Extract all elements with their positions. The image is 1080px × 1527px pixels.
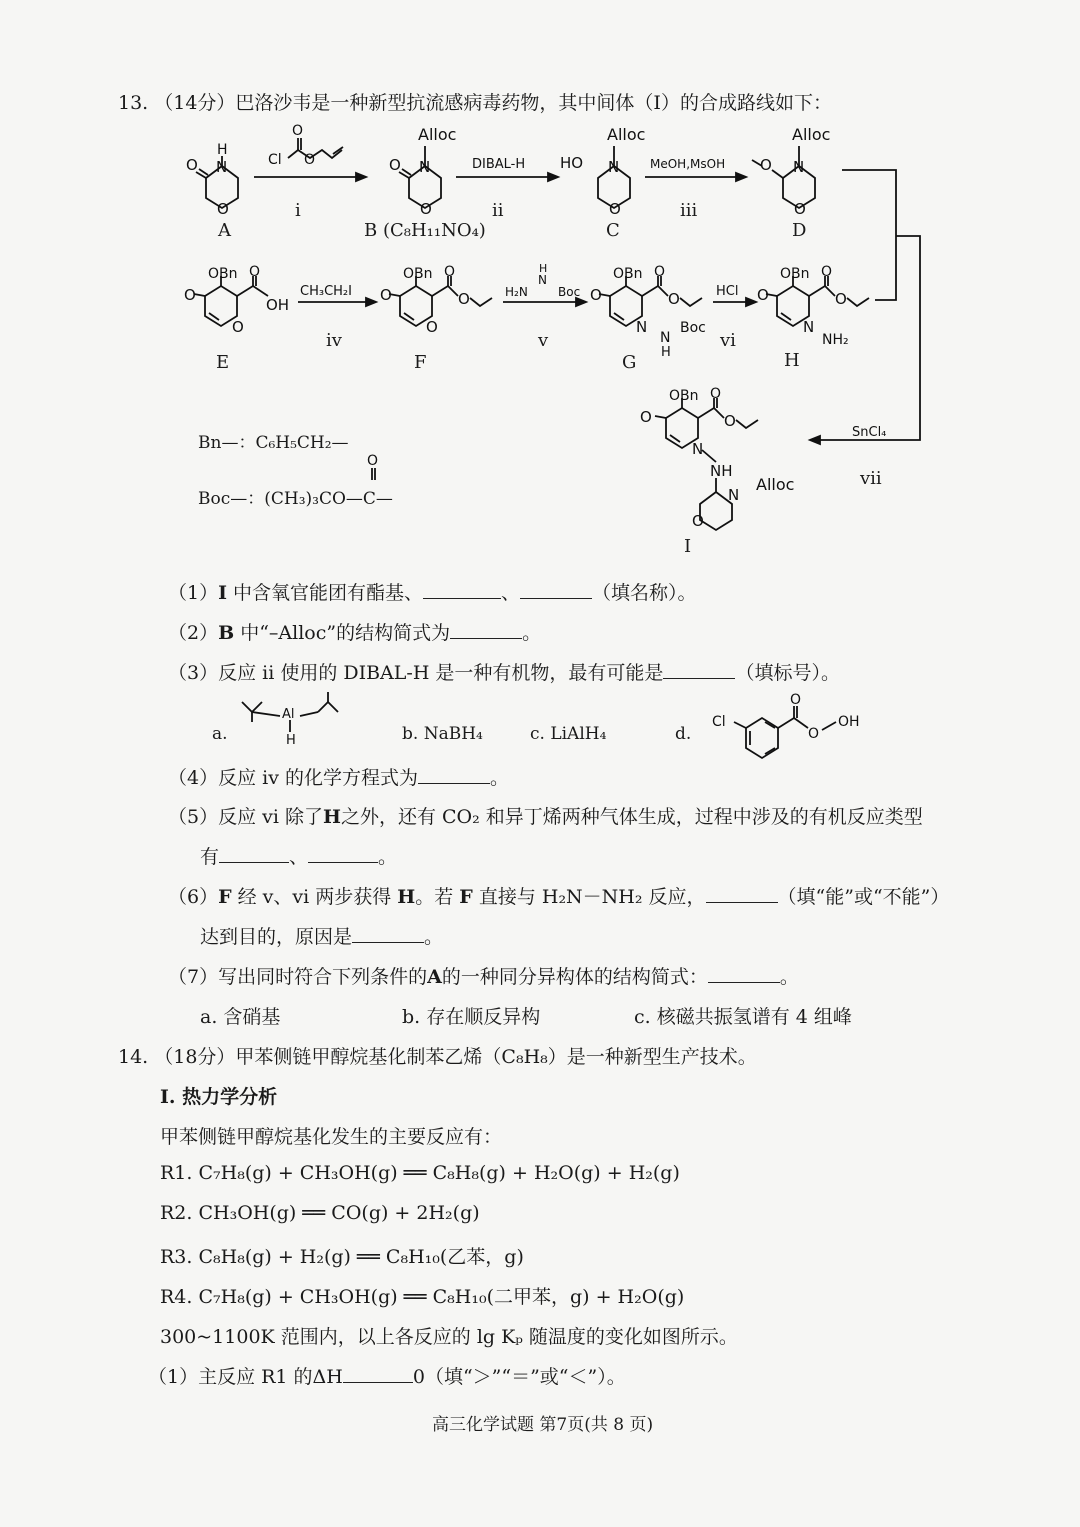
reagent-i-structure [268,123,343,168]
A-oxo: O [186,156,198,174]
H-O: O [821,264,833,280]
reagent-v-N: N [538,273,547,287]
reagent-ii: DIBAL-H [472,157,526,172]
reagent-i-O1: O [292,123,304,139]
G-O: O [654,264,666,280]
I-O: O [710,386,722,402]
option-c: c. LiAlH₄ [530,724,607,744]
reagent-v-H2N: H₂N [505,285,528,299]
I-oxo: O [640,408,652,426]
D-N: N [793,158,805,176]
option-d-OH: OH [838,714,860,730]
q13-part4: （4）反应 iv 的化学方程式为 。 [168,767,509,789]
E-ringO: O [232,318,244,336]
option-a-Al: Al [282,707,295,722]
C-N: N [608,158,620,176]
answer-blank[interactable] [352,924,424,943]
G-oxo: O [590,286,602,304]
C-HO: HO [560,154,584,172]
compound-C-structure [560,125,645,218]
I-estO: O [724,412,736,430]
G-estO: O [668,290,680,308]
compound-G-structure [590,264,706,360]
reagent-i-Cl: Cl [268,152,282,168]
note-boc: Boc—：(CH₃)₃CO—C— [198,489,393,509]
condition-c: c. 核磁共振氢谱有 4 组峰 [634,1006,852,1028]
label-C: C [606,220,620,241]
answer-blank[interactable] [219,844,289,863]
H-N: N [803,318,815,336]
G-boc: Boc [680,320,706,336]
F-O: O [444,264,456,280]
step-v: v [538,330,549,351]
label-E: E [216,352,230,373]
label-B: B (C₈H₁₁NO₄) [364,220,486,241]
H-oxo: O [757,286,769,304]
label-D: D [792,220,807,241]
E-OH: OH [266,296,290,314]
reaction-R4: R4. C₇H₈(g) + CH₃OH(g) ══ C₈H₁₀(二甲苯，g) + H₂O(g) [160,1286,685,1308]
answer-blank[interactable] [418,765,490,784]
compound-H-structure [757,264,869,348]
answer-blank[interactable] [308,844,378,863]
reagent-vii: SnCl₄ [852,425,887,440]
F-ringO: O [426,318,438,336]
reagent-v-H: H [539,262,548,275]
E-obn: OBn [208,266,238,282]
reagent-i-O2: O [304,152,316,168]
step-iii: iii [680,200,698,221]
F-estO: O [458,290,470,308]
compound-E-structure [184,264,289,336]
A-N: N [216,158,228,176]
G-obn: OBn [613,266,643,282]
option-d-O2: O [808,726,820,742]
reagent-vi: HCl [716,284,739,299]
q13-part6-cont: 达到目的，原因是 。 [200,926,444,948]
I-obn: OBn [669,388,699,404]
H-obn: OBn [780,266,810,282]
B-oxo: O [389,156,401,174]
q14-intro: 甲苯侧链甲醇烷基化发生的主要反应有： [160,1126,503,1148]
reagent-v-boc: Boc [558,285,581,299]
bracket-D [842,170,896,300]
q14-range-text: 300~1100K 范围内，以上各反应的 lg Kₚ 随温度的变化如图所示。 [160,1326,738,1348]
G-N2: N [660,330,671,346]
reagent-v-structure [505,262,580,299]
option-d-label: d. [675,724,692,744]
option-d-O1: O [790,692,802,708]
C-alloc: Alloc [607,125,646,144]
q14-header: 14. （18分）甲苯侧链甲醇烷基化制苯乙烯（C₈H₈）是一种新型生产技术。 [118,1046,757,1068]
G-H: H [661,345,671,360]
G-N1: N [636,318,648,336]
step-iv: iv [326,330,342,351]
D-alloc: Alloc [792,125,831,144]
q13-part3: （3）反应 ii 使用的 DIBAL-H 是一种有机物，最有可能是 （填标号）。 [168,662,840,684]
F-obn: OBn [403,266,433,282]
reagent-iii: MeOH,MsOH [650,157,726,171]
reaction-R1: R1. C₇H₈(g) + CH₃OH(g) ══ C₈H₈(g) + H₂O(g) + H₂(g) [160,1162,680,1184]
I-alloc: Alloc [756,475,795,494]
q13-part2: （2）B 中“–Alloc”的结构简式为 。 [168,622,542,644]
step-i: i [295,200,301,221]
I-N2: N [728,486,740,504]
option-b: b. NaBH₄ [402,724,483,744]
q14-part1: （1）主反应 R1 的ΔH 0（填“＞”“＝”或“＜”）。 [148,1366,626,1388]
boc-carbonyl-O: O [367,453,379,469]
H-estO: O [835,290,847,308]
E-oxo: O [184,286,196,304]
condition-a: a. 含硝基 [200,1006,281,1028]
answer-blank[interactable] [663,660,735,679]
step-ii: ii [492,200,504,221]
compound-I-structure [640,386,794,530]
q13-part5-cont: 有 、 。 [200,846,398,868]
reagent-iv: CH₃CH₂I [300,284,352,299]
I-ringO: O [692,512,704,530]
compound-B-structure [389,125,456,218]
q14-section-title: I. 热力学分析 [160,1086,278,1108]
answer-blank[interactable] [450,620,522,639]
answer-blank[interactable] [423,580,501,599]
reaction-R3: R3. C₈H₈(g) + H₂(g) ══ C₈H₁₀(乙苯，g) [160,1246,524,1268]
compound-F-structure [380,264,492,336]
B-alloc: Alloc [418,125,457,144]
reaction-R2: R2. CH₃OH(g) ══ CO(g) + 2H₂(g) [160,1202,480,1224]
option-a-H: H [286,733,296,748]
option-d-structure [712,692,860,758]
answer-blank[interactable] [708,964,780,983]
B-N: N [419,158,431,176]
q13-part7: （7）写出同时符合下列条件的A的一种同分异构体的结构简式： 。 [168,966,799,988]
label-A: A [218,220,231,241]
step-vii: vii [860,468,882,489]
answer-blank[interactable] [343,1364,413,1383]
compound-A-structure [186,142,238,218]
C-O: O [609,200,621,218]
D-OMe: O [760,156,772,174]
page-footer: 高三化学试题 第7页(共 8 页) [432,1415,654,1435]
A-H: H [217,142,228,158]
compound-D-structure [752,125,830,218]
note-bn: Bn—：C₆H₅CH₂— [198,433,349,453]
I-NH: NH [710,462,733,480]
label-H: H [784,350,800,371]
H-NH2: NH₂ [822,332,849,348]
option-a-structure [242,692,338,748]
condition-b: b. 存在顺反异构 [402,1006,541,1028]
D-O: O [794,200,806,218]
I-N: N [692,440,704,458]
answer-blank[interactable] [706,884,778,903]
A-O: O [217,200,229,218]
B-O: O [420,200,432,218]
option-a-label: a. [212,724,228,744]
E-O: O [249,264,261,280]
q13-header: 13. （14分）巴洛沙韦是一种新型抗流感病毒药物，其中间体（I）的合成路线如下： [118,92,832,114]
label-I: I [684,536,692,557]
q13-part6: （6）F 经 v、vi 两步获得 H。若 F 直接与 H₂N－NH₂ 反应， （填“能”或“不能”） [168,886,950,908]
q13-part5: （5）反应 vi 除了H之外，还有 CO₂ 和异丁烯两种气体生成，过程中涉及的有机反应类型 [168,806,923,828]
option-d-Cl: Cl [712,714,726,730]
q13-part1: （1）I 中含氧官能团有酯基、 、 （填名称）。 [168,582,697,604]
label-G: G [622,352,637,373]
step-vi: vi [720,330,736,351]
label-F: F [414,352,427,373]
answer-blank[interactable] [520,580,592,599]
F-oxo: O [380,286,392,304]
